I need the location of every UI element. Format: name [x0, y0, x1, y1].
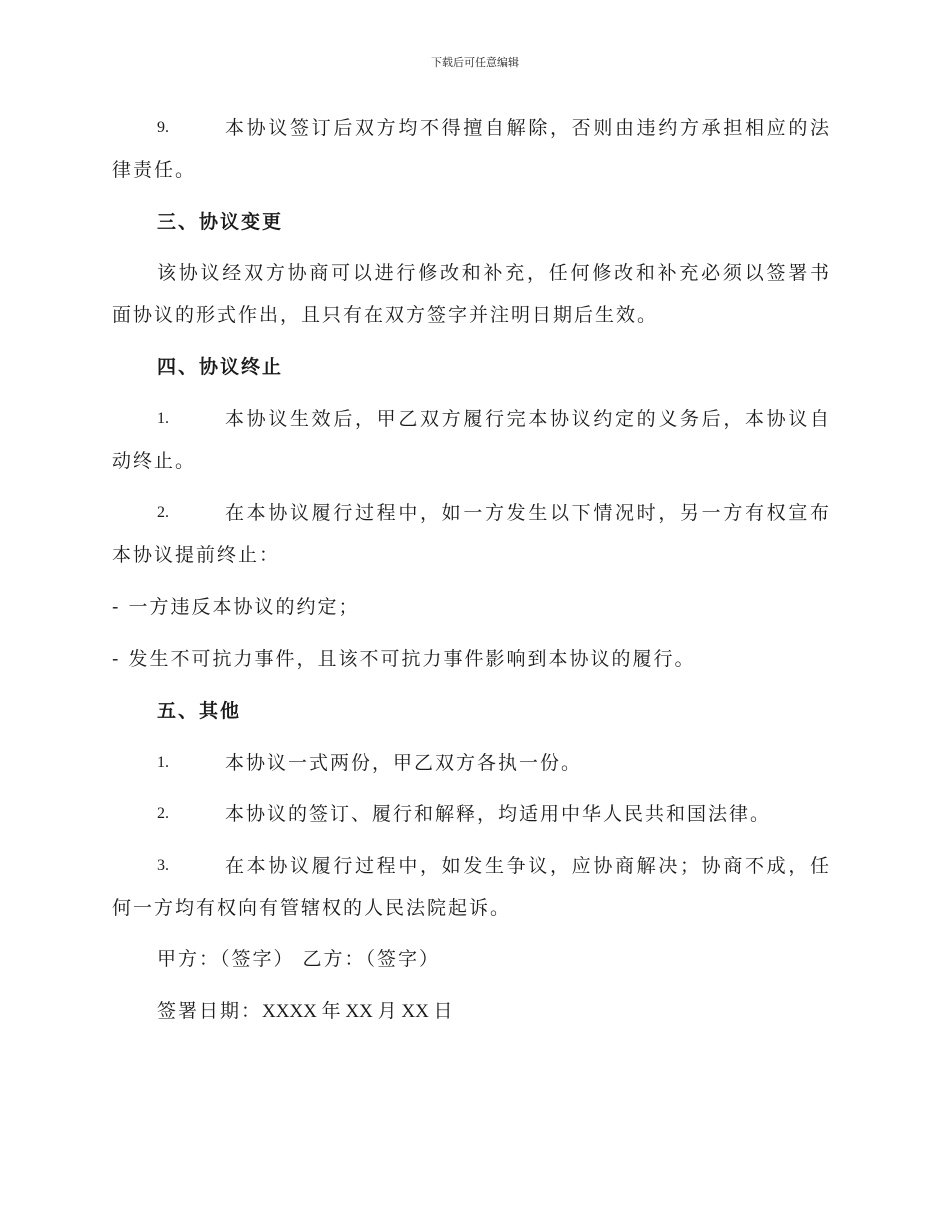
item-text-continued: 律责任。: [112, 159, 197, 181]
signature-line: 甲方：（签字） 乙方：（签字）: [157, 948, 441, 970]
item-number: 2.: [157, 805, 169, 822]
date-label: 签署日期：: [157, 1000, 263, 1022]
item-number: 1.: [157, 410, 169, 427]
item-text: 本协议生效后，甲乙双方履行完本协议约定的义务后，本协议自: [225, 408, 830, 430]
item-number: 1.: [157, 754, 169, 771]
item-text-continued: 何一方均有权向有管辖权的人民法院起诉。: [112, 897, 512, 919]
section-heading-4: 四、协议终止: [157, 356, 284, 378]
item-text: 本协议一式两份，甲乙双方各执一份。: [225, 752, 583, 774]
item-text-continued: 本协议提前终止：: [112, 544, 281, 566]
item-text: 在本协议履行过程中，如发生争议，应协商解决；协商不成，任: [225, 855, 830, 877]
signing-date: [157, 999, 875, 1024]
section-heading-5: 五、其他: [157, 700, 242, 722]
bullet-item: - 一方违反本协议的约定；: [112, 596, 360, 618]
item-text: 在本协议履行过程中，如一方发生以下情况时，另一方有权宣布: [225, 502, 830, 524]
item-text: 本协议的签订、履行和解释，均适用中华人民共和国法律。: [225, 803, 772, 825]
item-text: 本协议签订后双方均不得擅自解除，否则由违约方承担相应的法: [225, 117, 830, 139]
item-text-continued: 动终止。: [112, 450, 197, 472]
date-value: XXXX 年 XX 月 XX 日: [262, 1001, 453, 1022]
bullet-item: - 发生不可抗力事件，且该不可抗力事件影响到本协议的履行。: [112, 648, 696, 670]
page-header: 下载后可任意编辑: [431, 56, 519, 69]
item-number: 3.: [157, 857, 169, 874]
paragraph-text: 该协议经双方协商可以进行修改和补充，任何修改和补充必须以签署书: [157, 262, 830, 284]
paragraph-text-continued: 面协议的形式作出，且只有在双方签字并注明日期后生效。: [112, 304, 659, 326]
section-heading-3: 三、协议变更: [157, 211, 284, 233]
item-number: 2.: [157, 504, 169, 521]
item-number: 9.: [157, 119, 169, 136]
